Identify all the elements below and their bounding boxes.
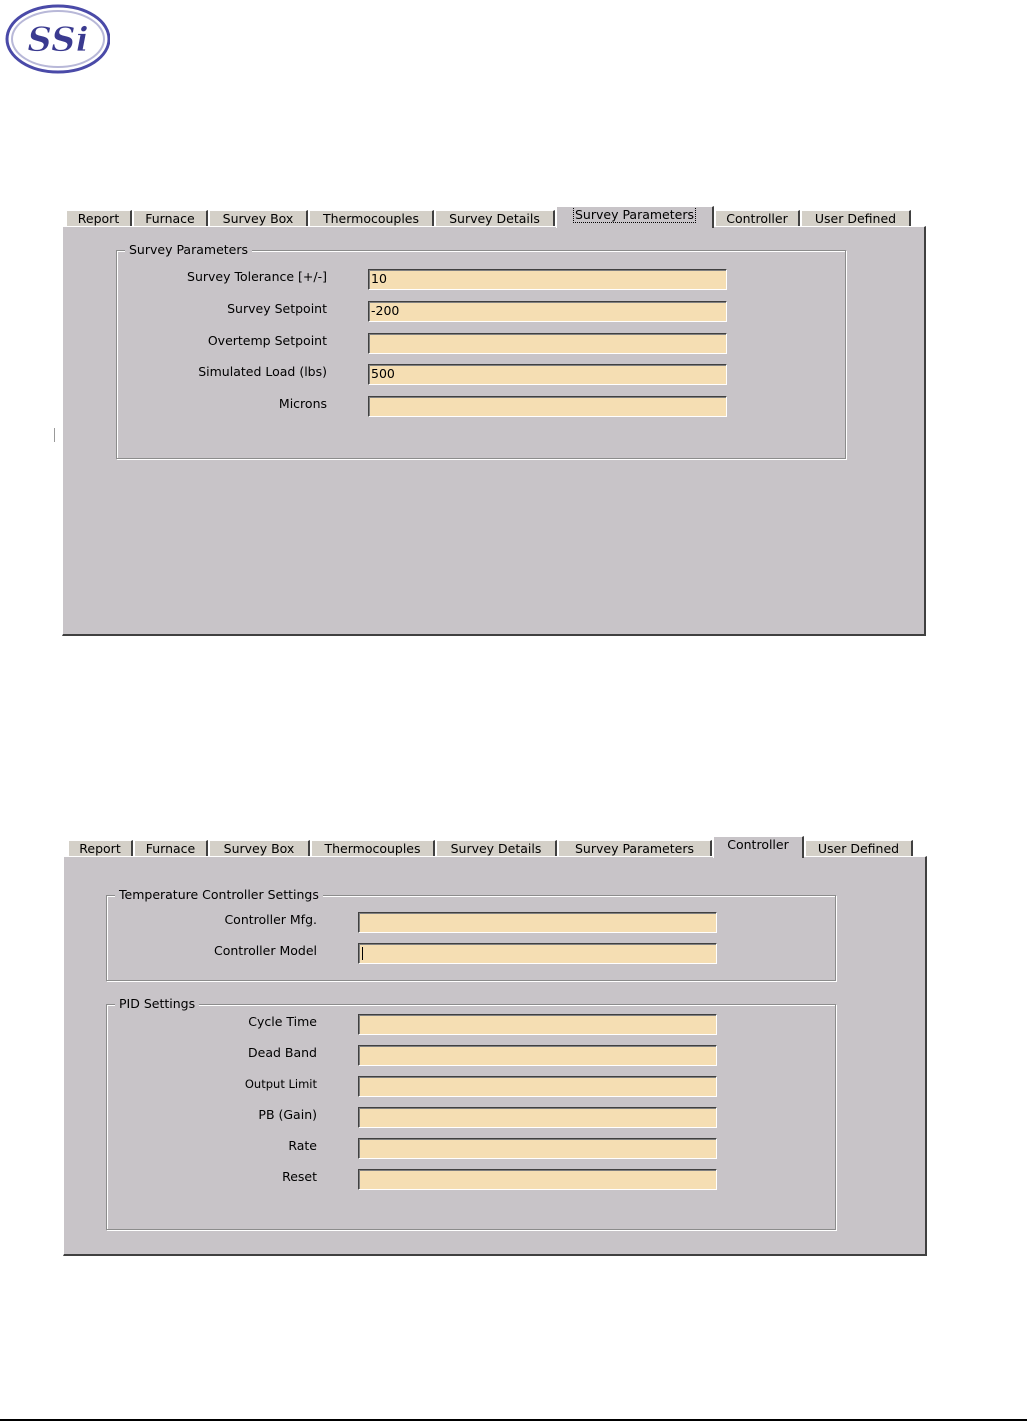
tab-survey-parameters[interactable]: Survey Parameters xyxy=(556,206,714,228)
pb-gain-input[interactable] xyxy=(358,1107,717,1128)
tab-controller[interactable]: Controller xyxy=(715,210,800,226)
rate-input[interactable] xyxy=(358,1138,717,1159)
pb-gain-label: PB (Gain) xyxy=(258,1107,317,1122)
survey-setpoint-input[interactable]: -200 xyxy=(368,301,727,322)
simulated-load-input[interactable]: 500 xyxy=(368,364,727,385)
microns-input[interactable] xyxy=(368,396,727,417)
survey-tolerance-label: Survey Tolerance [+/-] xyxy=(187,269,327,284)
tab-survey-details[interactable]: Survey Details xyxy=(435,210,555,226)
tab-survey-parameters[interactable]: Survey Parameters xyxy=(558,840,712,856)
tab-thermocouples[interactable]: Thermocouples xyxy=(309,210,434,226)
output-limit-label: Output Limit xyxy=(244,1077,317,1091)
controller-mfg-label: Controller Mfg. xyxy=(224,912,317,927)
tab-strip-1 xyxy=(66,206,926,226)
controller-mfg-input[interactable] xyxy=(358,912,717,933)
tab-user-defined[interactable]: User Defined xyxy=(805,840,913,856)
group-title: Temperature Controller Settings xyxy=(115,887,323,903)
tab-strip-2 xyxy=(68,836,928,856)
group-title: Survey Parameters xyxy=(125,242,252,258)
tab-thermocouples[interactable]: Thermocouples xyxy=(311,840,435,856)
tab-survey-box[interactable]: Survey Box xyxy=(209,210,308,226)
dead-band-label: Dead Band xyxy=(248,1045,317,1060)
controller-model-input[interactable] xyxy=(358,943,717,964)
tab-controller[interactable]: Controller xyxy=(713,836,804,858)
microns-label: Microns xyxy=(278,396,327,411)
reset-label: Reset xyxy=(282,1169,317,1184)
pid-settings-group xyxy=(106,996,836,1230)
cycle-time-label: Cycle Time xyxy=(248,1014,317,1029)
tab-survey-details[interactable]: Survey Details xyxy=(436,840,557,856)
controller-model-label: Controller Model xyxy=(214,943,317,958)
tab-user-defined[interactable]: User Defined xyxy=(801,210,911,226)
survey-parameters-group xyxy=(116,242,846,459)
output-limit-input[interactable] xyxy=(358,1076,717,1097)
tab-report[interactable]: Report xyxy=(68,840,133,856)
overtemp-setpoint-label: Overtemp Setpoint xyxy=(207,333,327,348)
text-cursor xyxy=(362,947,363,960)
overtemp-setpoint-input[interactable] xyxy=(368,333,727,354)
group-title: PID Settings xyxy=(115,996,199,1012)
simulated-load-label: Simulated Load (lbs) xyxy=(198,364,327,379)
divider-mark xyxy=(54,428,55,442)
survey-parameters-panel xyxy=(62,226,926,636)
logo-text: SSi xyxy=(27,20,89,60)
rate-label: Rate xyxy=(288,1138,317,1153)
footer-rule xyxy=(0,1419,1027,1421)
tab-survey-box[interactable]: Survey Box xyxy=(209,840,310,856)
survey-setpoint-label: Survey Setpoint xyxy=(227,301,327,316)
ssi-logo xyxy=(2,2,110,74)
reset-input[interactable] xyxy=(358,1169,717,1190)
tab-report[interactable]: Report xyxy=(66,210,132,226)
survey-tolerance-input[interactable]: 10 xyxy=(368,269,727,290)
cycle-time-input[interactable] xyxy=(358,1014,717,1035)
tab-furnace[interactable]: Furnace xyxy=(134,840,208,856)
temperature-controller-group xyxy=(106,887,836,981)
dead-band-input[interactable] xyxy=(358,1045,717,1066)
tab-furnace[interactable]: Furnace xyxy=(133,210,208,226)
controller-panel xyxy=(63,856,927,1256)
